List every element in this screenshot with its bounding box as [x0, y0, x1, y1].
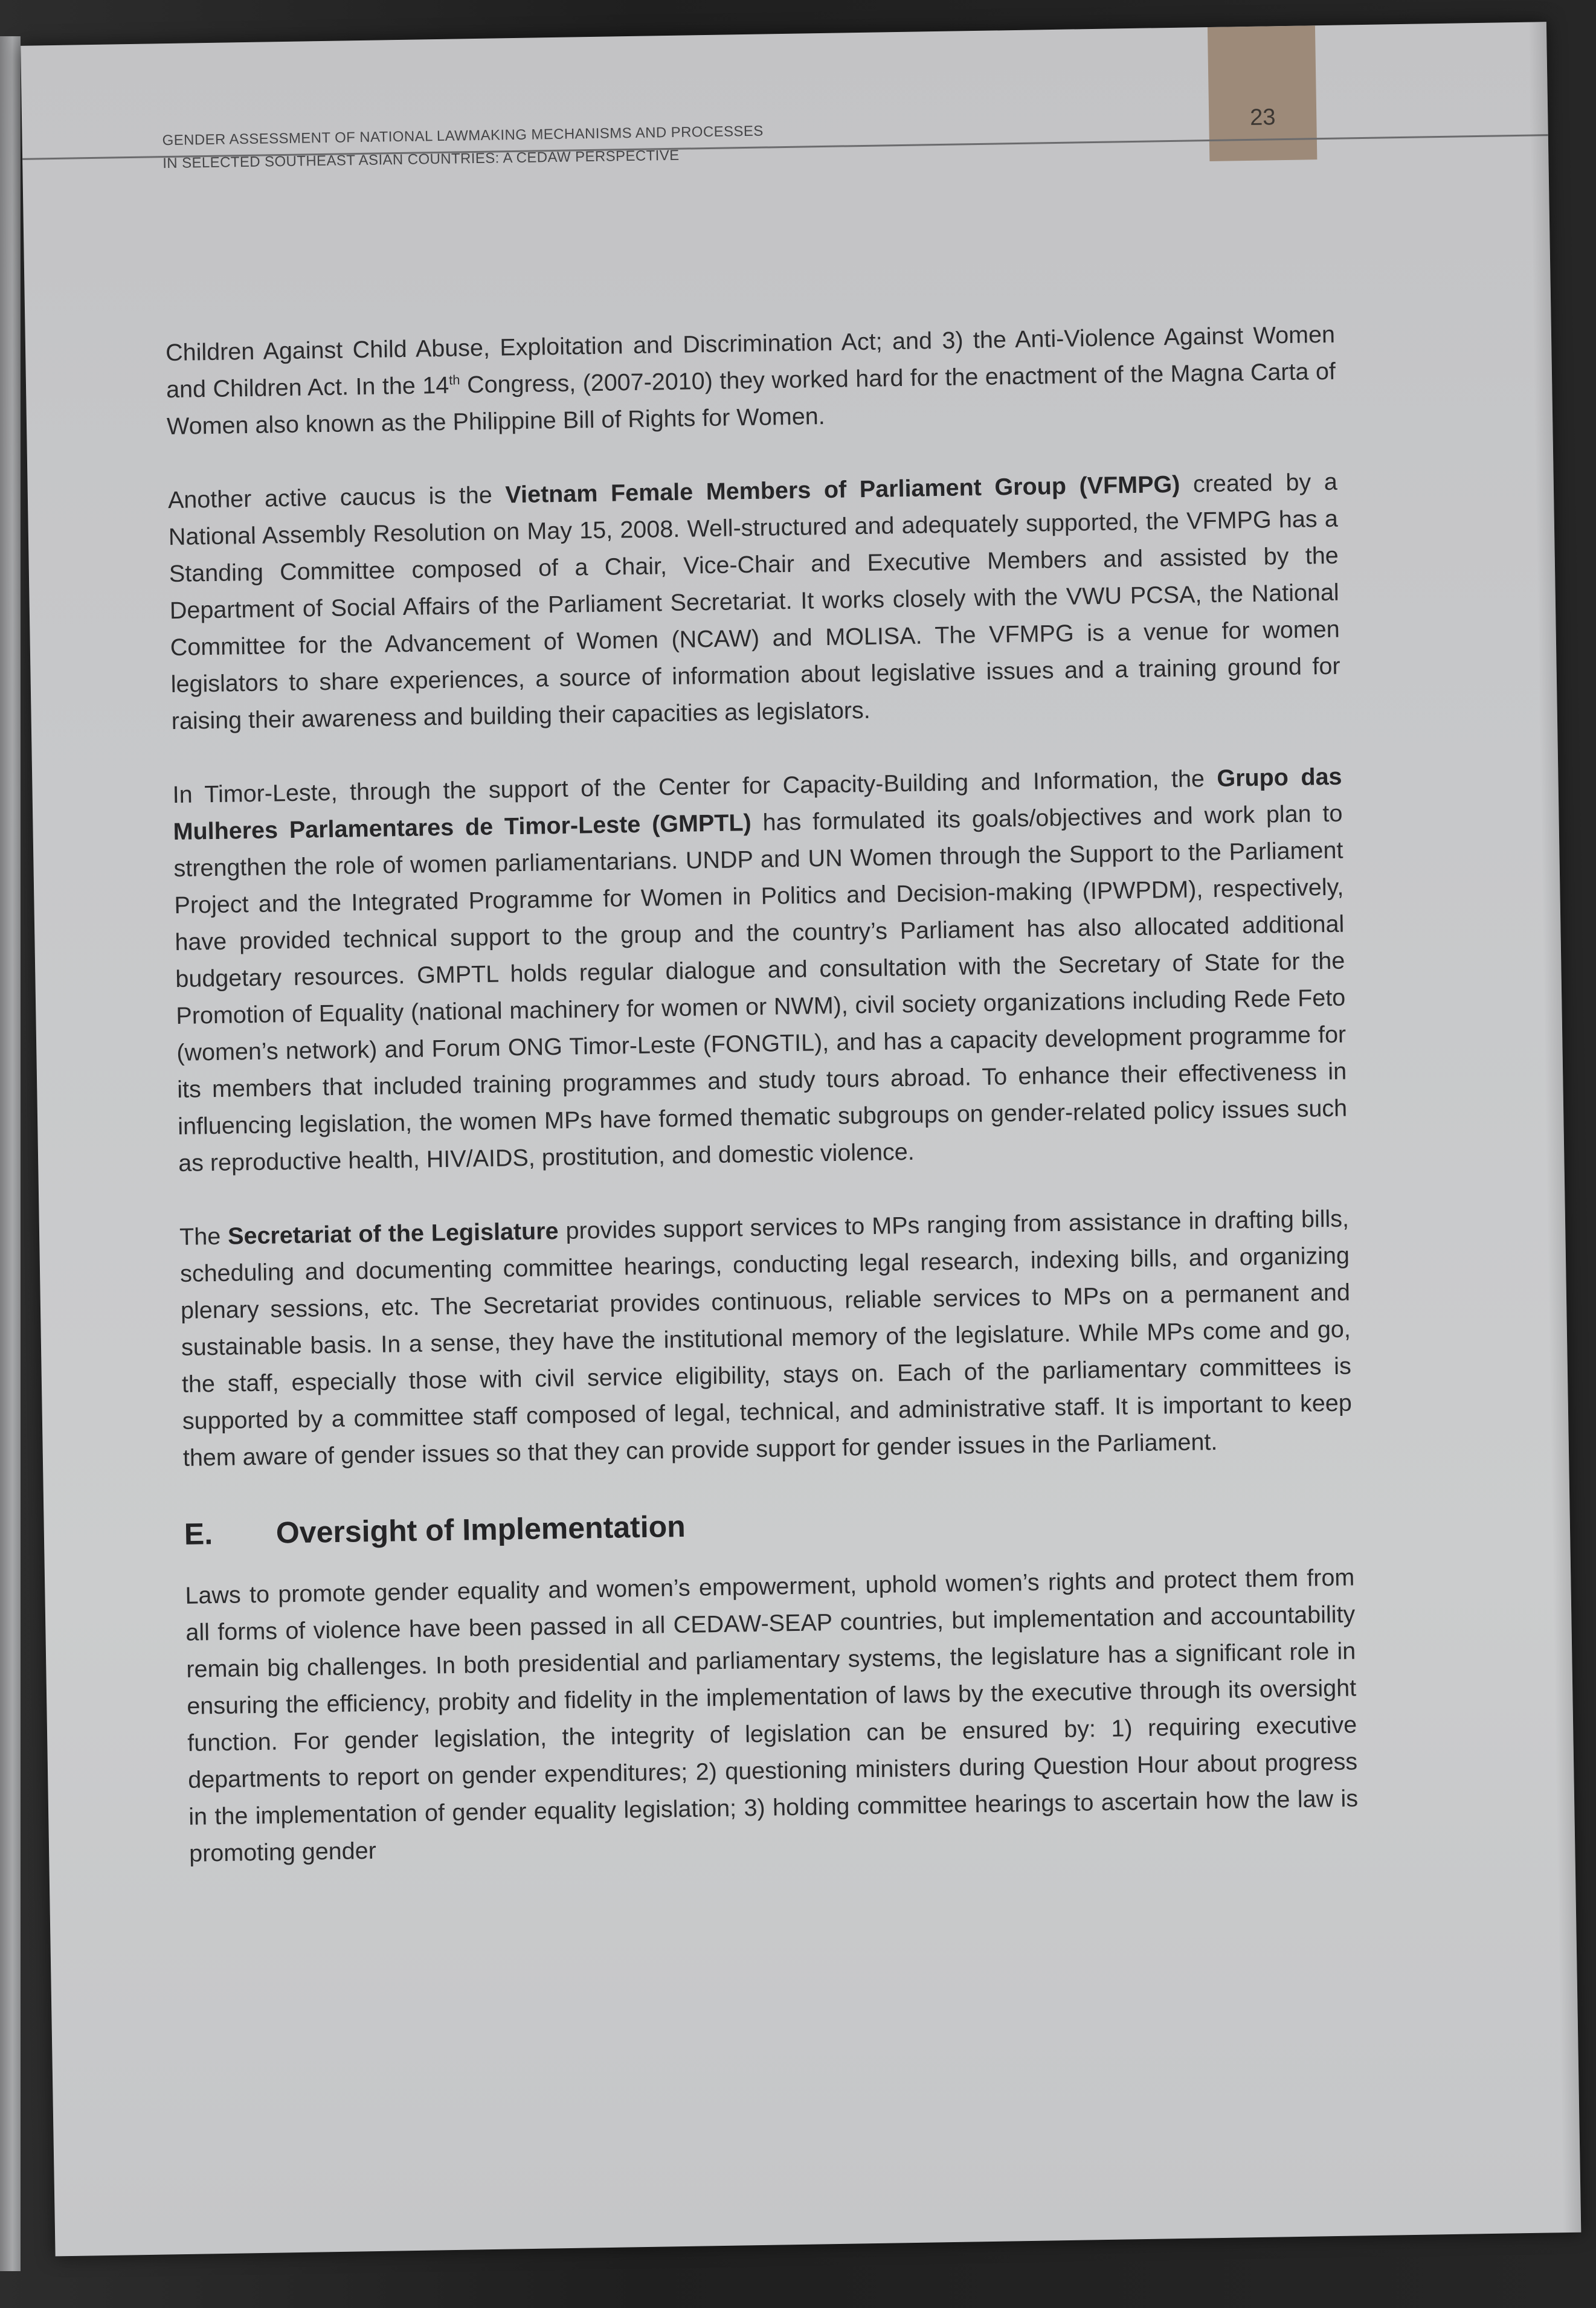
paragraph-secretariat [179, 1201, 1353, 1477]
paragraph-oversight: Laws to promote gender equality and women’s empowerment, uphold women’s rights and protect them from all forms of violence have been passed in all CEDAW-SEAP countries, but implementation and accountability remain big challenges. In both presidential and parliamentary systems, the legislature has a significant role in ensuring the efficiency, probity and fidelity in the implementation of laws by the executive through its oversight function. For gender legislation, the integrity of legislation can be ensured by: 1) requiring executive departments to report on gender expenditures; 2) questioning ministers during Question Hour about progress in the implementation of gender equality legislation; 3) holding committee hearings to ascertain how the law is promoting gender [185, 1564, 1359, 1867]
paragraph-text: has formulated its goals/objectives and work plan to strengthen the role of women parliamentarians. UNDP and UN Women through the Support to the Parliament Project and the Integrated Programme for Women in Politics and Decision-making (IPWPDM), respectively, have provided technical support to the group and the country’s Parliament has also allocated additional budgetary resources. GMPTL holds regular dialogue and consultation with the Secretary of State for the Promotion of Equality (national machinery for women or NWM), civil society organizations including Rede Feto (women’s network) and Forum ONG Timor-Leste (FONGTIL), and has a capacity development programme for its members that included training programmes and study tours abroad. To enhance their effectiveness in influencing legislation, the women MPs have formed thematic subgroups on gender-related policy issues such as reproductive health, HIV/AIDS, prostitution, and domestic violence. [173, 800, 1348, 1177]
section-letter: E. [184, 1517, 213, 1551]
bold-term: Grupo das Mulheres Parlamentares de Timor-Leste (GMPTL) [173, 763, 1342, 846]
section-heading [184, 1495, 1354, 1554]
paragraph-text: The [179, 1223, 228, 1250]
bold-term: Vietnam Female Members of Parliament Group (VFMPG) [505, 471, 1180, 509]
book-spine-edge [0, 36, 21, 2271]
running-header-line-2: IN SELECTED SOUTHEAST ASIAN COUNTRIES: A CEDAW PERSPECTIVE [162, 147, 680, 172]
paragraph-text: Children Against Child Abuse, Exploitation and Discrimination Act; and 3) the Anti-Violence Against Women and Children Act. In the 14 [165, 321, 1336, 403]
page-number: 23 [1249, 104, 1276, 130]
paragraph-gmptl [172, 759, 1348, 1182]
superscript: th [448, 372, 460, 388]
paragraph-text: provides support services to MPs ranging from assistance in drafting bills, scheduling and documenting committee hearings, conducting legal research, indexing bills, and organizing plenary sessions, etc. The Secretariat provides continuous, reliable services to MPs on a permanent and sustainable basis. In a sense, they have the institutional memory of the legislature. While MPs come and go, the staff, especially those with civil service eligibility, stays on. Each of the parliamentary committees is supported by a committee staff composed of legal, technical, and administrative staff. It is important to keep them aware of gender issues so that they can provide support for gender issues in the Parliament. [179, 1205, 1353, 1471]
running-header-line-1: GENDER ASSESSMENT OF NATIONAL LAWMAKING MECHANISMS AND PROCESSES [162, 123, 764, 149]
book-page [21, 22, 1581, 2256]
paragraph-text: created by a National Assembly Resolution on May 15, 2008. Well-structured and adequately supported, the VFMPG has a Standing Committee composed of a Chair, Vice-Chair and Executive Members and assisted by the Department of Social Affairs of the Parliament Secretariat. It works closely with the VWU PCSA, the National Committee for the Advancement of Women (NCAW) and MOLISA. The VFMPG is a venue for women legislators to share experiences, a source of information about legislative issues and a training ground for raising their awareness and building their capacities as legislators. [168, 468, 1340, 735]
paragraph-philippines-caucus [166, 317, 1337, 445]
paragraph-text: In Timor-Leste, through the support of the Center for Capacity-Building and Information, the [172, 765, 1217, 809]
body-text [166, 317, 1360, 1909]
section-title: Oversight of Implementation [275, 1509, 686, 1550]
bold-term: Secretariat of the Legislature [227, 1218, 559, 1250]
paragraph-text: Congress, (2007-2010) they worked hard for the enactment of the Magna Carta of Women also known as the Philippine Bill of Rights for Women. [166, 358, 1336, 440]
running-header [162, 115, 1069, 176]
paragraph-vfmpg [168, 464, 1341, 740]
paragraph-text: Another active caucus is the [167, 481, 506, 514]
